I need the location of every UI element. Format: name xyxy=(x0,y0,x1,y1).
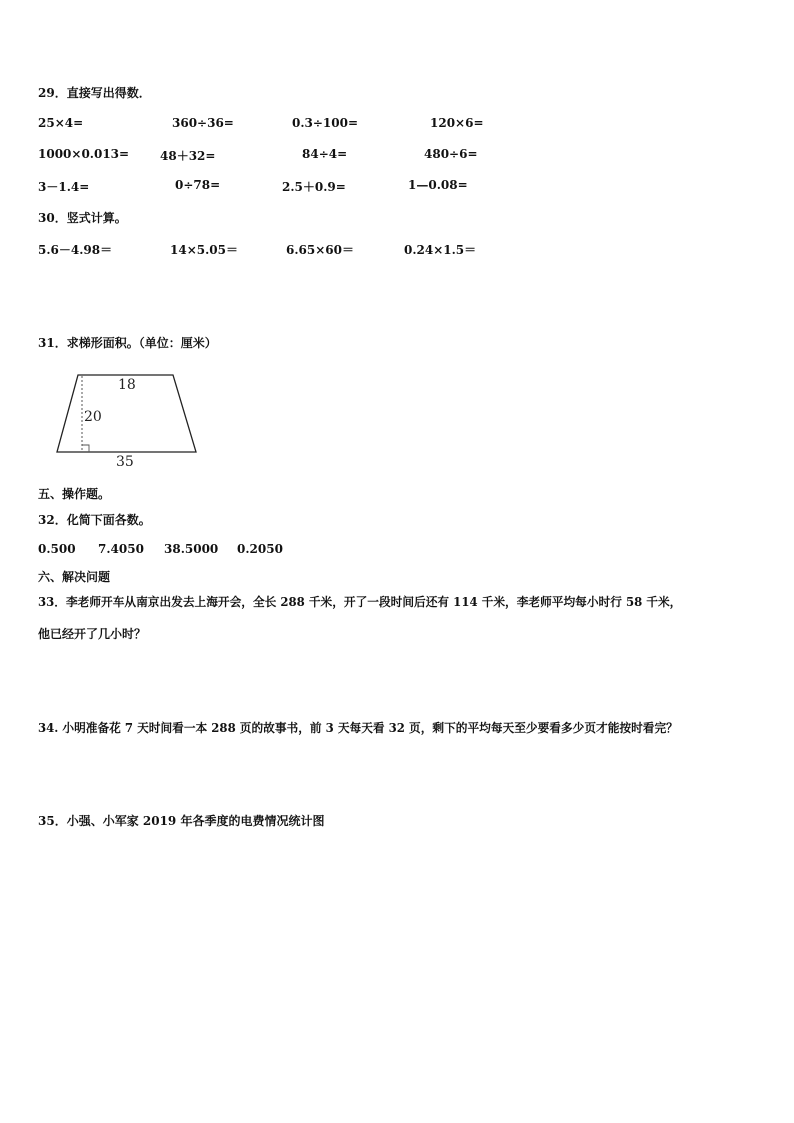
q29-r3-c3: 2.5＋0.9= xyxy=(282,180,346,194)
q33-line-1: 33．李老师开车从南京出发去上海开会，全长 288 千米，开了一段时间后还有 114 千米，李老师平均每小时行 58 千米， xyxy=(38,595,682,609)
q29-r1-c3: 0.3÷100= xyxy=(292,116,359,130)
q29-r3-c4: 1—0.08= xyxy=(408,178,468,192)
q30-item-1: 5.6－4.98＝ xyxy=(38,243,113,257)
q30-item-3: 6.65×60＝ xyxy=(286,243,354,257)
q29-r2-c2: 48＋32= xyxy=(160,149,216,163)
q32-item-1: 0.500 xyxy=(38,542,76,556)
trapezoid-figure xyxy=(50,368,210,478)
q29-title: 29．直接写出得数． xyxy=(38,86,151,100)
trapezoid-height-label: 20 xyxy=(84,409,102,425)
q35-text: 35．小强、小军家 2019 年各季度的电费情况统计图 xyxy=(38,814,325,828)
q30-item-2: 14×5.05＝ xyxy=(170,243,238,257)
q29-r2-c1: 1000×0.013= xyxy=(38,147,130,161)
q29-r3-c2: 0÷78= xyxy=(175,178,221,192)
section5-title: 五、操作题。 xyxy=(38,487,111,501)
trapezoid-top-label: 18 xyxy=(118,377,136,393)
q32-item-2: 7.4050 xyxy=(98,542,144,556)
q32-title: 32．化简下面各数。 xyxy=(38,513,151,527)
q32-item-4: 0.2050 xyxy=(237,542,283,556)
section6-title: 六、解决问题 xyxy=(38,570,111,584)
q29-r1-c4: 120×6= xyxy=(430,116,484,130)
q32-item-3: 38.5000 xyxy=(164,542,219,556)
q34-text: 34. 小明准备花 7 天时间看一本 288 页的故事书，前 3 天每天看 32 页，剩下的平均每天至少要看多少页才能按时看完？ xyxy=(38,721,678,735)
q33-line-2: 他已经开了几小时？ xyxy=(38,627,147,641)
q30-item-4: 0.24×1.5＝ xyxy=(404,243,477,257)
q29-r1-c1: 25×4= xyxy=(38,116,84,130)
trapezoid-bottom-label: 35 xyxy=(116,454,134,470)
q29-r3-c1: 3－1.4= xyxy=(38,180,90,194)
right-angle-mark xyxy=(82,445,89,452)
q29-r2-c3: 84÷4= xyxy=(302,147,348,161)
q29-r2-c4: 480÷6= xyxy=(424,147,478,161)
q30-title: 30．竖式计算。 xyxy=(38,211,127,225)
q31-title: 31．求梯形面积。（单位：厘米） xyxy=(38,336,217,350)
q29-r1-c2: 360÷36= xyxy=(172,116,234,130)
